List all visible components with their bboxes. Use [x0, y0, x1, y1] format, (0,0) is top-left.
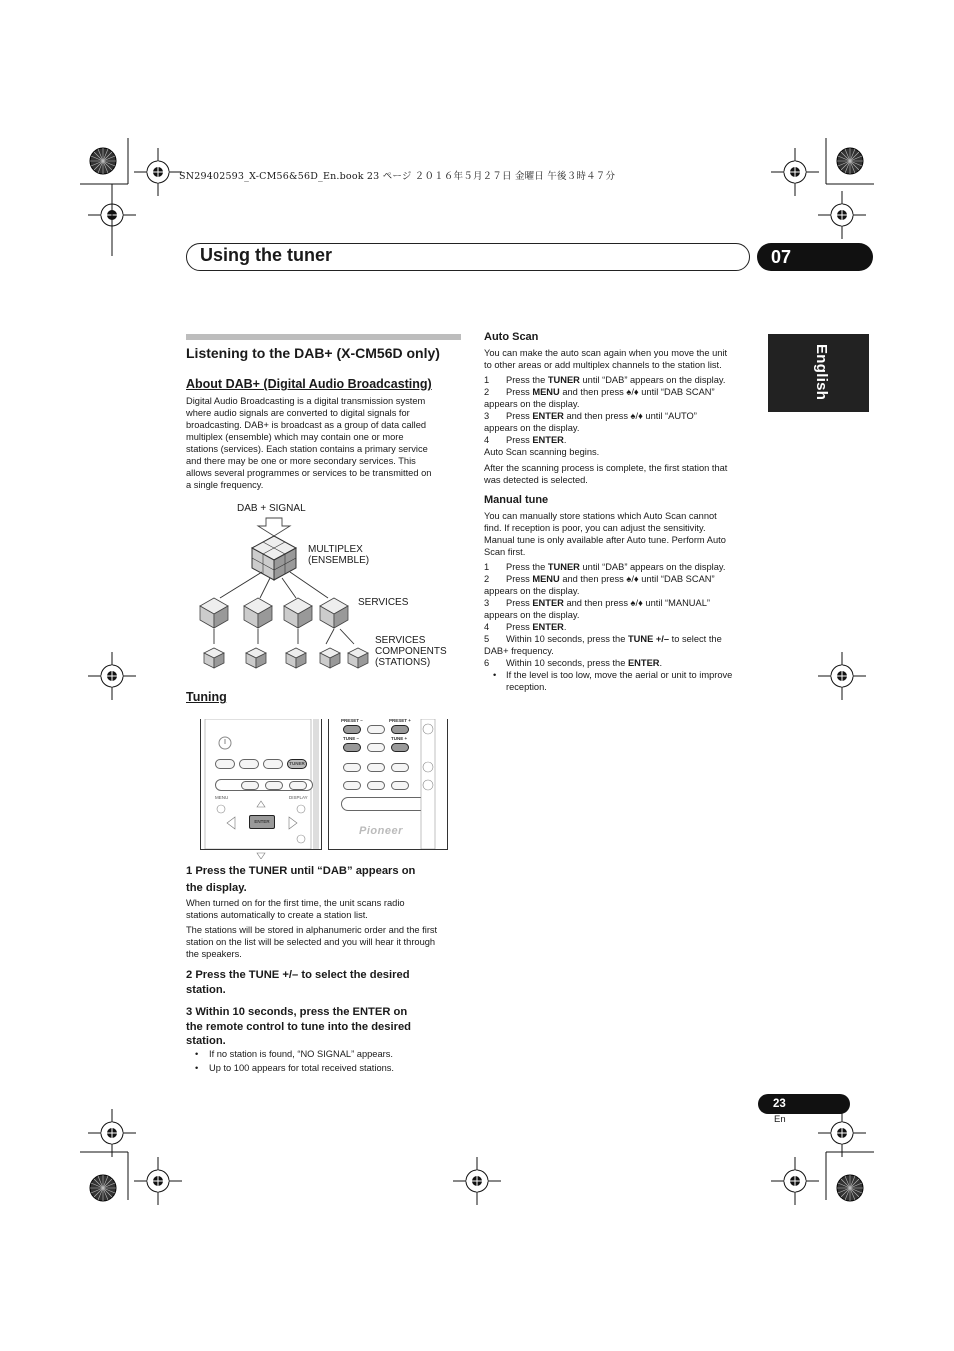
step-number: 1	[484, 562, 490, 572]
about-line: a single frequency.	[186, 480, 264, 490]
step-text: Press MENU and then press ♠/♦ until “DAB SCAN”	[506, 574, 715, 584]
step1-heading	[186, 864, 466, 895]
auto-after	[484, 462, 727, 486]
auto-scan-intro	[484, 347, 727, 371]
manual-bullet-line: If the level is too low, move the aerial or unit to improve	[506, 670, 733, 680]
step-number: 6	[484, 658, 490, 668]
manual-intro-line: Manual tune is only available after Auto tune. Perform Auto	[484, 535, 726, 545]
section-rule	[186, 334, 461, 340]
tune-minus-label: TUNE –	[343, 736, 360, 741]
label-services: SERVICES	[358, 597, 409, 608]
step2-heading-line: 2 Press the TUNE +/– to select the desired	[186, 969, 410, 981]
step-text: Within 10 seconds, press the TUNE +/– to select the	[506, 634, 722, 644]
step1-para2-line: The stations will be stored in alphanumeric order and the first	[186, 925, 438, 935]
step-text: appears on the display.	[484, 610, 580, 620]
step-text: Auto Scan scanning begins.	[484, 447, 600, 457]
tune-minus-button	[343, 743, 361, 752]
manual-intro-line: Scan first.	[484, 547, 526, 557]
auto-scan-heading: Auto Scan	[484, 331, 539, 343]
preset-minus-button	[343, 725, 361, 734]
about-line: broadcasting. DAB+ is broadcast as a group of data called	[186, 420, 427, 430]
display-label: DISPLAY	[289, 795, 308, 800]
remote-illustration-right	[328, 719, 448, 850]
sleep-button	[343, 781, 361, 790]
auto-after-line: After the scanning process is complete, the first station that	[484, 463, 728, 473]
step2-heading	[186, 968, 410, 997]
about-line: multiplex (ensemble) which may contain one or more	[186, 432, 404, 442]
cd-button	[215, 759, 235, 769]
step-text: appears on the display.	[484, 423, 580, 433]
step1-para1	[186, 897, 405, 921]
about-line: Digital Audio Broadcasting is a digital transmission system	[186, 396, 426, 406]
about-line: allows several programmes or services to be transmitted on	[186, 468, 432, 478]
label-multiplex: MULTIPLEX	[308, 544, 363, 555]
step-text: Press ENTER and then press ♠/♦ until “MANUAL”	[506, 598, 710, 608]
about-line: and there may be one or more secondary services. This	[186, 456, 416, 466]
bullet-item: •	[195, 1063, 199, 1073]
timer-button	[367, 781, 385, 790]
preset-plus-label: PRESET +	[389, 718, 411, 723]
menu-label: MENU	[215, 795, 229, 800]
step1-para2-line: station on the list will be selected and you will hear it through	[186, 937, 436, 947]
step-text: Press ENTER and then press ♠/♦ until “AUTO”	[506, 411, 697, 421]
preset-minus-label: PRESET –	[341, 718, 363, 723]
tune-plus-button	[391, 743, 409, 752]
brand-logo: Pioneer	[359, 825, 403, 837]
repeat-button	[391, 781, 409, 790]
step-text: Press the TUNER until “DAB” appears on the display.	[506, 562, 726, 572]
step3-heading-line: station.	[186, 1035, 226, 1047]
about-line: stations (services). Each station contains a primary service	[186, 444, 428, 454]
step3-heading	[186, 1005, 411, 1049]
step3-heading-line: the remote control to tune into the desired	[186, 1020, 412, 1033]
manual-intro-line: find. If reception is poor, you can adjust the sensitivity.	[484, 523, 706, 533]
step-number: 3	[484, 411, 490, 421]
tuner-button: TUNER	[287, 759, 307, 769]
step-text: appears on the display.	[484, 399, 580, 409]
step3-bullet-2: Up to 100 appears for total received stations.	[209, 1063, 395, 1073]
step-number: 4	[484, 435, 490, 445]
about-line: where audio signals are converted to digital signals for	[186, 408, 410, 418]
step-number: 2	[484, 574, 490, 584]
about-paragraph	[186, 395, 466, 491]
step1-para1-line: stations automatically to create a station list.	[186, 910, 368, 920]
page-language: En	[774, 1114, 786, 1125]
dimmer-button	[343, 763, 361, 772]
auto-intro-line: to other areas or add multiplex channels to the station list.	[484, 360, 722, 370]
auto-intro-line: You can make the auto scan again when you move the unit	[484, 348, 728, 358]
step3-heading-line: 3 Within 10 seconds, press the ENTER on	[186, 1006, 408, 1018]
step1-heading-line: 1 Press the TUNER until “DAB” appears on	[186, 865, 416, 877]
step-text: Press the TUNER until “DAB” appears on the display.	[506, 375, 726, 385]
page-number: 23	[758, 1094, 850, 1114]
usb-button	[263, 759, 283, 769]
bullet-item: •	[195, 1049, 199, 1059]
chapter-number: 07	[757, 243, 873, 271]
bullet-item: •	[493, 670, 497, 680]
step-number: 3	[484, 598, 490, 608]
stop-button	[367, 743, 385, 752]
tuning-heading: Tuning	[186, 690, 227, 704]
eq-button	[391, 763, 409, 772]
label-services-components-3: (STATIONS)	[375, 657, 431, 668]
manual-bullet-line: reception.	[506, 682, 547, 692]
step2-heading-line: station.	[186, 983, 226, 996]
manual-bullet	[506, 669, 732, 693]
auto-after-line: was detected is selected.	[484, 475, 588, 485]
manual-intro	[484, 510, 726, 558]
step-text: DAB+ frequency.	[484, 646, 554, 656]
label-ensemble: (ENSEMBLE)	[308, 555, 370, 566]
remote-illustration-left	[200, 719, 322, 850]
step-number: 5	[484, 634, 490, 644]
step-text: Press MENU and then press ♠/♦ until “DAB SCAN”	[506, 387, 715, 397]
step1-para2	[186, 924, 437, 960]
tune-plus-label: TUNE +	[391, 736, 408, 741]
step-number: 4	[484, 622, 490, 632]
play-pause-button	[367, 725, 385, 734]
dab-diagram	[190, 512, 370, 677]
random-button	[367, 763, 385, 772]
audio-button	[241, 781, 259, 790]
step-text: Within 10 seconds, press the ENTER.	[506, 658, 663, 668]
step-text: Press ENTER.	[506, 622, 567, 632]
language-tab	[768, 334, 869, 412]
manual-intro-line: You can manually store stations which Auto Scan cannot	[484, 511, 717, 521]
step3-bullet-1: If no station is found, “NO SIGNAL” appears.	[209, 1049, 393, 1059]
file-header: SN29402593_X-CM56&56D_En.book 23 ページ ２０１６年５月２７日 金曜日 午後３時４７分	[179, 171, 616, 182]
label-services-components-2: COMPONENTS	[375, 646, 447, 657]
language-tab-label: English	[813, 344, 830, 401]
chapter-title: Using the tuner	[200, 245, 333, 265]
about-heading: About DAB+ (Digital Audio Broadcasting)	[186, 377, 432, 391]
manual-tune-heading: Manual tune	[484, 494, 549, 506]
preset-plus-button	[391, 725, 409, 734]
switch-button	[289, 781, 307, 790]
label-dab-signal: DAB + SIGNAL	[237, 503, 306, 514]
step-number: 2	[484, 387, 490, 397]
enter-button: ENTER	[249, 815, 275, 829]
step1-heading-line: the display.	[186, 881, 247, 894]
step-text: Press ENTER.	[506, 435, 567, 445]
section-title: Listening to the DAB+ (X-CM56D only)	[186, 345, 440, 361]
loop-button	[265, 781, 283, 790]
bluetooth-button	[239, 759, 259, 769]
step-number: 1	[484, 375, 490, 385]
step1-para2-line: the speakers.	[186, 949, 242, 959]
step1-para1-line: When turned on for the first time, the unit scans radio	[186, 898, 405, 908]
label-services-components-1: SERVICES	[375, 635, 426, 646]
step-text: appears on the display.	[484, 586, 580, 596]
